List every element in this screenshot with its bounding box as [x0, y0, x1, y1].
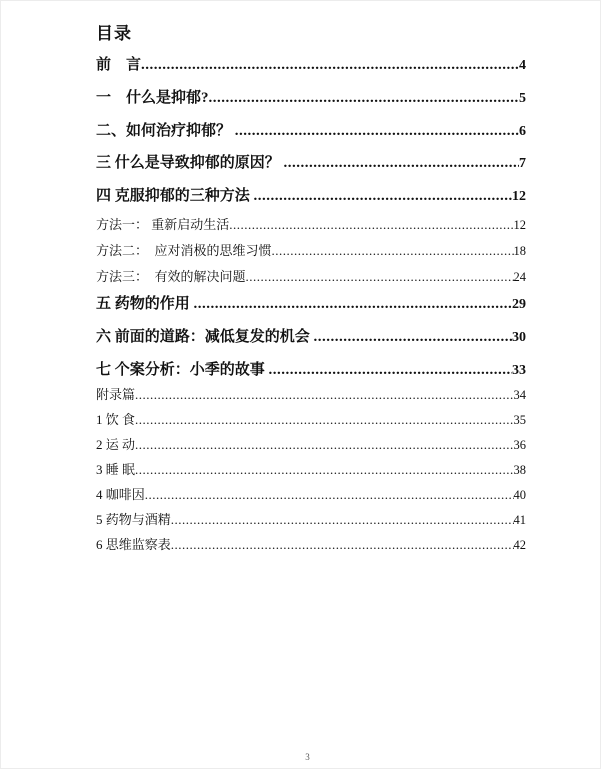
dot-leader: [135, 388, 513, 402]
toc-entry-page: 30: [512, 330, 526, 345]
toc-entry-label: 5 药物与酒精: [96, 512, 171, 527]
toc-entry-page: 35: [513, 413, 526, 427]
dot-leader: [135, 438, 513, 452]
toc-entry-appendix-4[interactable]: [96, 488, 526, 503]
toc-entry-method2[interactable]: [96, 244, 526, 259]
toc-entry-page: 33: [512, 363, 526, 378]
toc-entry-ch7[interactable]: [96, 362, 526, 379]
dot-leader: [314, 329, 512, 346]
toc-entry-page: 12: [513, 218, 526, 232]
toc-entry-label: 四 克服抑郁的三种方法: [96, 188, 254, 204]
toc-entry-ch4[interactable]: [96, 188, 526, 205]
toc-entry-label: 1 饮 食: [96, 412, 136, 427]
toc-entry-page: 40: [513, 488, 526, 502]
toc-entry-label: 七 个案分析：小季的故事: [96, 362, 269, 378]
dot-leader: [141, 57, 519, 74]
toc-entry-label: 方法二： 应对消极的思维习惯: [96, 243, 272, 258]
dot-leader: [235, 123, 519, 140]
toc-entry-ch3[interactable]: [96, 155, 526, 172]
toc-entry-appendix-5[interactable]: [96, 513, 526, 528]
toc-entry-page: 34: [513, 388, 526, 402]
toc-entry-ch6[interactable]: [96, 329, 526, 346]
toc-entry-page: 36: [513, 438, 526, 452]
toc-entry-appendix-1[interactable]: [96, 413, 526, 428]
dot-leader: [135, 463, 513, 477]
toc-entry-appendix[interactable]: [96, 388, 526, 403]
dot-leader: [229, 218, 513, 232]
toc-entry-label: 五 药物的作用: [96, 296, 194, 312]
dot-leader: [171, 538, 514, 552]
toc-entry-label: 前 言: [96, 57, 142, 73]
page-title: 目录: [96, 24, 132, 43]
toc-entry-ch2[interactable]: [96, 123, 526, 140]
toc-entry-foreword[interactable]: [96, 57, 526, 74]
toc-entry-page: 18: [513, 244, 526, 258]
dot-leader: [171, 513, 514, 527]
toc-entry-page: 7: [519, 156, 526, 171]
dot-leader: [269, 362, 512, 379]
toc-entry-page: 6: [519, 124, 526, 139]
toc-entry-method1[interactable]: [96, 218, 526, 233]
toc-entry-ch5[interactable]: [96, 296, 526, 313]
toc-entry-label: 4 咖啡因: [96, 487, 145, 502]
toc-entry-appendix-2[interactable]: [96, 438, 526, 453]
dot-leader: [194, 296, 512, 313]
toc-entry-label: 六 前面的道路：减低复发的机会: [96, 329, 314, 345]
toc-entry-appendix-6[interactable]: [96, 538, 526, 553]
toc-entry-page: 41: [513, 513, 526, 527]
toc-entry-label: 二、如何治疗抑郁？: [96, 123, 235, 139]
toc-entry-appendix-3[interactable]: [96, 463, 526, 478]
toc-entry-page: 12: [512, 189, 526, 204]
toc-entry-label: 三 什么是导致抑郁的原因？: [96, 155, 284, 171]
footer-page-number: 3: [305, 752, 310, 762]
dot-leader: [135, 413, 513, 427]
toc-entry-method3[interactable]: [96, 270, 526, 285]
toc-entry-page: 42: [513, 538, 526, 552]
toc-entry-page: 24: [513, 270, 526, 284]
toc-entry-page: 5: [519, 91, 526, 106]
toc-entry-label: 方法一： 重新启动生活: [96, 217, 230, 232]
toc-entry-label: 方法三： 有效的解决问题: [96, 269, 246, 284]
toc-entry-page: 4: [519, 58, 526, 73]
dot-leader: [254, 188, 512, 205]
dot-leader: [145, 488, 514, 502]
toc-entry-page: 38: [513, 463, 526, 477]
toc-entry-label: 6 思维监察表: [96, 537, 171, 552]
toc-entry-label: 附录篇: [96, 387, 136, 402]
toc-entry-ch1[interactable]: [96, 90, 526, 107]
toc-entry-label: 3 睡 眠: [96, 462, 136, 477]
toc-entry-page: 29: [512, 297, 526, 312]
toc-entry-label: 一 什么是抑郁?: [96, 90, 209, 106]
toc-entry-label: 2 运 动: [96, 437, 136, 452]
dot-leader: [209, 90, 519, 107]
dot-leader: [284, 155, 519, 172]
dot-leader: [246, 270, 514, 284]
dot-leader: [272, 244, 514, 258]
